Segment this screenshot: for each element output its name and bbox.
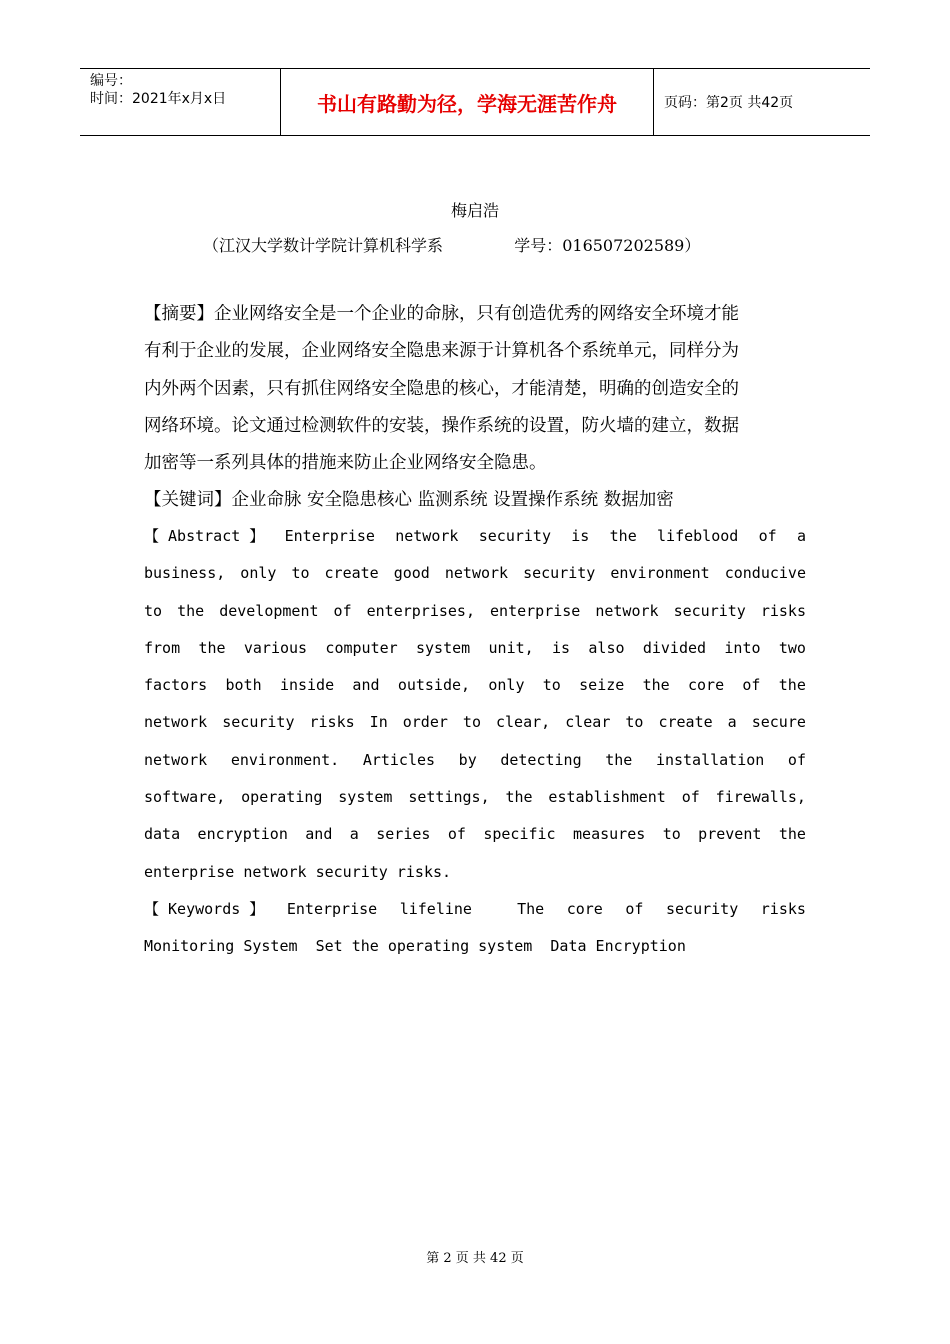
word: unit, (488, 638, 534, 657)
word: good (393, 564, 430, 583)
abstract-en-line (144, 742, 806, 779)
word: to (291, 564, 310, 583)
word: conducive (724, 564, 806, 583)
word: installation (655, 750, 765, 769)
header-number-label: 编号： (90, 73, 132, 89)
word: inside (279, 676, 335, 695)
abstract-cn-line: 内外两个因素，只有抓住网络安全隐患的核心，才能清楚，明确的创造安全的 (144, 378, 739, 399)
word: security (222, 713, 295, 732)
word: by (458, 750, 477, 769)
word: establishment (548, 788, 666, 807)
word: secure (751, 713, 806, 732)
abstract-en-last-line: enterprise network security risks. (144, 862, 452, 881)
word: factors (144, 676, 208, 695)
word: also (588, 638, 625, 657)
word: create (324, 564, 379, 583)
word: core (687, 676, 725, 695)
word: measures (573, 825, 646, 844)
header-date: 时间：2021年x月x日 (90, 91, 227, 107)
word: seize (579, 676, 625, 695)
abstract-cn-line: 【摘要】企业网络安全是一个企业的命脉，只有创造优秀的网络安全环境才能 (144, 304, 739, 324)
abstract-en-line (144, 667, 806, 704)
word: of (758, 527, 777, 545)
keywords-en-line: Monitoring System Set the operating system Data Encryption (144, 937, 686, 956)
word: network (395, 527, 459, 545)
word: software, (144, 788, 226, 807)
abstract-cn-line: 有利于企业的发展，企业网络安全隐患来源于计算机各个系统单元，同样分为 (144, 341, 739, 362)
word: the (642, 676, 670, 695)
author-affiliation: （江汉大学数计学院计算机科学系 学号：016507202589） (203, 236, 701, 255)
word: the (605, 750, 633, 769)
keywords-en-line (144, 891, 806, 928)
word: network (144, 750, 208, 769)
word: divided (642, 638, 707, 657)
word: the (778, 825, 806, 844)
word: a (727, 713, 737, 732)
word: encryption (197, 825, 288, 844)
word: system (416, 638, 471, 657)
word: security (523, 564, 596, 583)
abstract-en (144, 518, 806, 966)
word: a (796, 527, 806, 545)
word: risks (309, 713, 355, 732)
keywords-cn: 【关键词】企业命脉 安全隐患核心 监测系统 设置操作系统 数据加密 (144, 490, 674, 511)
abstract-en-line (144, 816, 806, 853)
word: risks (760, 601, 806, 620)
word: Enterprise (284, 527, 375, 545)
word: from (144, 638, 181, 657)
word: lifeline (399, 899, 472, 918)
word: 【 Keywords 】 (144, 899, 265, 918)
word: firewalls, (715, 788, 806, 807)
word: is (571, 527, 590, 545)
word: the (198, 638, 226, 657)
abstract-en-line (144, 555, 806, 592)
page-header (80, 68, 870, 136)
word: risks (760, 899, 806, 918)
abstract-cn-line: 加密等一系列具体的措施来防止企业网络安全隐患。 (144, 453, 547, 474)
word: security (665, 899, 739, 918)
word: various (243, 638, 308, 657)
word: development (219, 601, 319, 620)
word: network (144, 713, 208, 732)
word: environment (610, 564, 710, 583)
word: create (658, 713, 713, 732)
word: the (778, 676, 806, 695)
word: clear (565, 713, 611, 732)
word: business, (144, 564, 226, 583)
word: specific (483, 825, 556, 844)
header-motto: 书山有路勤为径，学海无涯苦作舟 (281, 69, 654, 135)
word: a (349, 825, 359, 844)
word: two (778, 638, 806, 657)
abstract-cn-line: 网络环境。论文通过检测软件的安装，操作系统的设置，防火墙的建立，数据 (144, 415, 739, 436)
word: of (681, 788, 700, 807)
word: only (488, 676, 525, 695)
word: settings, (408, 788, 490, 807)
word: The (517, 899, 545, 918)
word: security (478, 527, 551, 545)
word: and (352, 676, 380, 695)
abstract-en-line (144, 779, 806, 816)
word: the (609, 527, 637, 545)
word: lifeblood (657, 527, 739, 545)
word: In (369, 713, 388, 732)
word: order (402, 713, 448, 732)
word: is (552, 638, 571, 657)
word: outside, (397, 676, 471, 695)
page-footer: 第 2 页 共 42 页 (426, 1251, 524, 1266)
word: 【 Abstract 】 (144, 527, 265, 545)
word: to (625, 713, 644, 732)
word: Enterprise (286, 899, 378, 918)
word: security (673, 601, 746, 620)
word: of (787, 750, 806, 769)
word: to (662, 825, 681, 844)
word: both (225, 676, 262, 695)
word: of (625, 899, 644, 918)
word: clear, (496, 713, 551, 732)
word: series (376, 825, 431, 844)
word: only (240, 564, 277, 583)
word: of (447, 825, 466, 844)
word: to (542, 676, 561, 695)
author-name: 梅启浩 (450, 201, 499, 220)
abstract-cn (144, 296, 806, 520)
word: and (305, 825, 333, 844)
word: into (724, 638, 761, 657)
word: system (338, 788, 393, 807)
word: core (566, 899, 603, 918)
header-meta (80, 69, 281, 135)
abstract-en-line (144, 593, 806, 630)
word: of (742, 676, 761, 695)
word: enterprises, (366, 601, 475, 620)
header-page-info: 页码：第2页 共42页 (664, 95, 794, 111)
abstract-en-line (144, 630, 806, 667)
word: to (462, 713, 481, 732)
word: network (595, 601, 659, 620)
abstract-en-line (144, 518, 806, 555)
word: Articles (362, 750, 436, 769)
word: data (144, 825, 181, 844)
word: computer (325, 638, 398, 657)
word: environment. (230, 750, 340, 769)
word: of (333, 601, 352, 620)
word: operating (241, 788, 323, 807)
word: enterprise (490, 601, 581, 620)
word: network (444, 564, 509, 583)
word: prevent (698, 825, 762, 844)
word: to (144, 601, 163, 620)
word: the (505, 788, 533, 807)
word: the (177, 601, 205, 620)
abstract-en-line (144, 704, 806, 741)
word: detecting (500, 750, 582, 769)
